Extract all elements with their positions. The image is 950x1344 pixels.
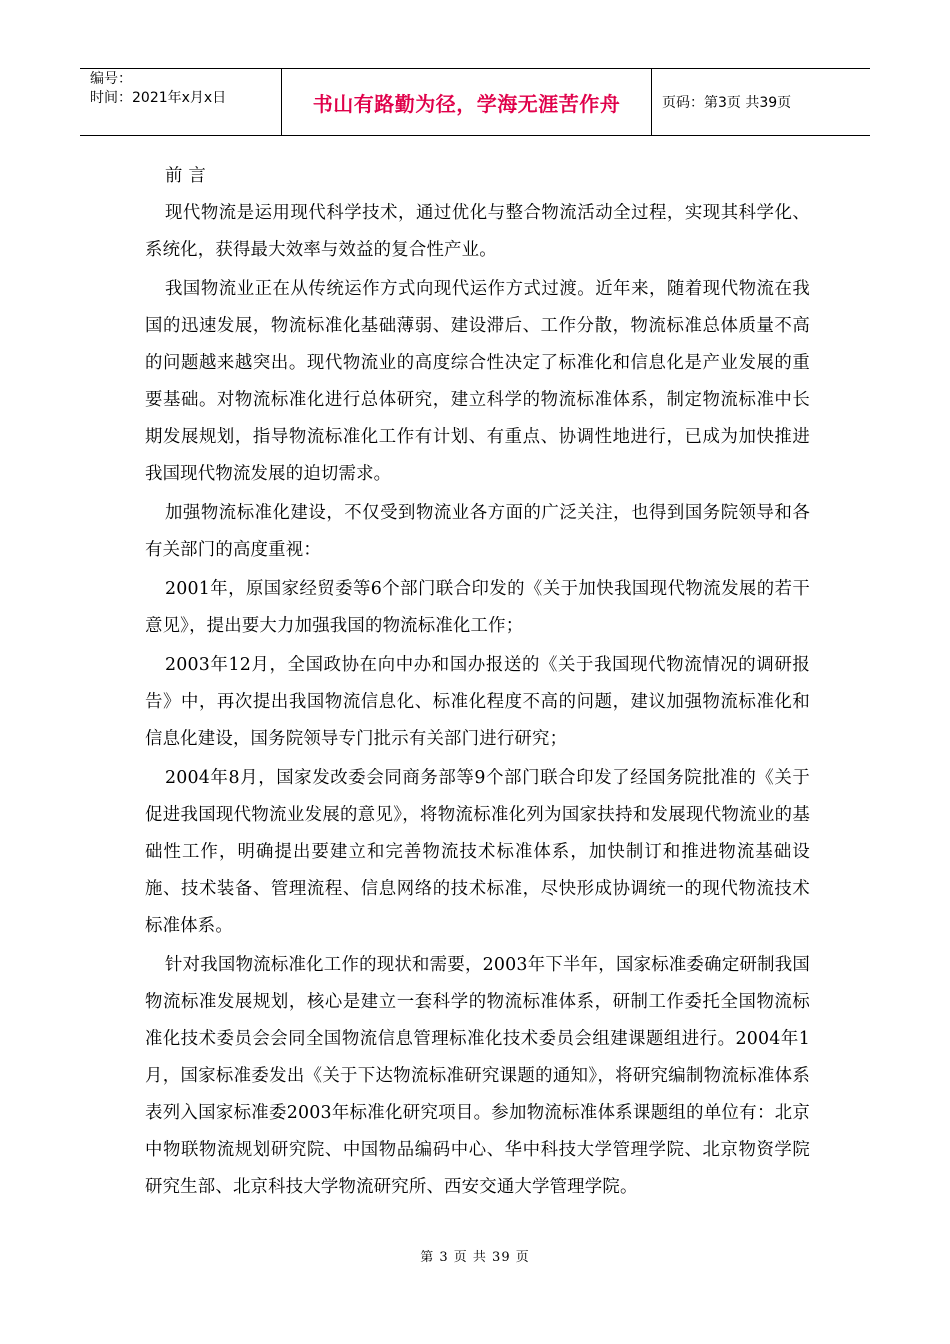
page-footer bbox=[0, 1246, 950, 1265]
paragraph-2: 我国物流业正在从传统运作方式向现代运作方式过渡。近年来，随着现代物流在我国的迅速发展，物流标准化基础薄弱、建设滞后、工作分散，物流标准总体质量不高的问题越来越突出。现代物流业的高度综合性决定了标准化和信息化是产业发展的重要基础。对物流标准化进行总体研究，建立科学的物流标准体系，制定物流标准中长期发展规划，指导物流标准化工作有计划、有重点、协调性地进行，已成为加快推进我国现代物流发展的迫切需求。 bbox=[145, 279, 810, 484]
section-heading: 前 言 bbox=[165, 166, 206, 186]
document-body bbox=[145, 158, 810, 1208]
document-header bbox=[80, 68, 870, 136]
header-page-label: 页码：第3页 共39页 bbox=[662, 95, 792, 111]
paragraph-6: 2004年8月，国家发改委会同商务部等9个部门联合印发了经国务院批准的《关于促进我国现代物流业发展的意见》，将物流标准化列为国家扶持和发展现代物流业的基础性工作，明确提出要建立和完善物流技术标准体系，加快制订和推进物流基础设施、技术装备、管理流程、信息网络的技术标准，尽快形成协调统一的现代物流技术标准体系。 bbox=[145, 768, 810, 936]
paragraph-7: 针对我国物流标准化工作的现状和需要，2003年下半年，国家标准委确定研制我国物流标准发展规划，核心是建立一套科学的物流标准体系，研制工作委托全国物流标准化技术委员会会同全国物流信息管理标准化技术委员会组建课题组进行。2004年1月，国家标准委发出《关于下达物流标准研究课题的通知》，将研究编制物流标准体系表列入国家标准委2003年标准化研究项目。参加物流标准体系课题组的单位有：北京中物联物流规划研究院、中国物品编码中心、华中科技大学管理学院、北京物资学院研究生部、北京科技大学物流研究所、西安交通大学管理学院。 bbox=[145, 955, 810, 1197]
paragraph-3: 加强物流标准化建设，不仅受到物流业各方面的广泛关注，也得到国务院领导和各有关部门的高度重视： bbox=[145, 503, 810, 560]
header-motto-cell bbox=[282, 69, 652, 135]
paragraph-1: 现代物流是运用现代科学技术，通过优化与整合物流活动全过程，实现其科学化、系统化，获得最大效率与效益的复合性产业。 bbox=[145, 203, 810, 260]
header-meta-cell bbox=[80, 69, 282, 135]
footer-page-number: 第 3 页 共 39 页 bbox=[420, 1250, 530, 1265]
header-motto: 书山有路勤为径，学海无涯苦作舟 bbox=[312, 91, 621, 116]
paragraph-5: 2003年12月，全国政协在向中办和国办报送的《关于我国现代物流情况的调研报告》中，再次提出我国物流信息化、标准化程度不高的问题，建议加强物流标准化和信息化建设，国务院领导专门批示有关部门进行研究； bbox=[145, 655, 810, 749]
header-page-cell bbox=[652, 69, 870, 135]
serial-label: 编号： bbox=[90, 71, 132, 87]
paragraph-4: 2001年，原国家经贸委等6个部门联合印发的《关于加快我国现代物流发展的若干意见》，提出要大力加强我国的物流标准化工作； bbox=[145, 579, 810, 636]
date-label: 时间：2021年x月x日 bbox=[90, 90, 227, 106]
